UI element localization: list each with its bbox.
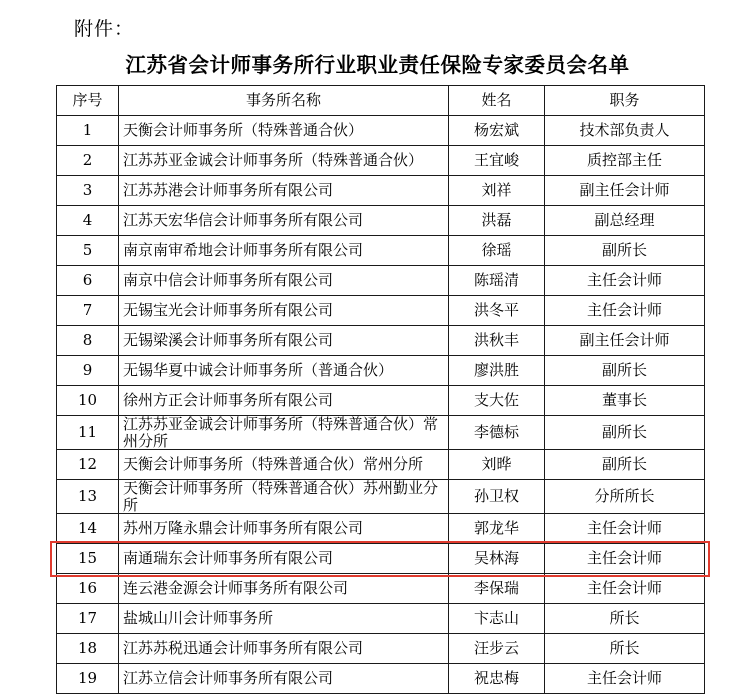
roster-table — [56, 85, 705, 694]
cell-seq: 4 — [57, 206, 119, 236]
table-row — [57, 356, 705, 386]
cell-title: 主任会计师 — [545, 514, 705, 544]
cell-firm: 江苏苏亚金诚会计师事务所（特殊普通合伙） — [119, 146, 449, 176]
cell-firm: 江苏苏亚金诚会计师事务所（特殊普通合伙）常州分所 — [119, 416, 449, 450]
cell-seq: 16 — [57, 574, 119, 604]
cell-title: 分所所长 — [545, 480, 705, 514]
cell-title: 质控部主任 — [545, 146, 705, 176]
attachment-label: 附件： — [74, 18, 135, 40]
cell-seq: 8 — [57, 326, 119, 356]
cell-title: 主任会计师 — [545, 544, 705, 574]
cell-firm: 天衡会计师事务所（特殊普通合伙） — [119, 116, 449, 146]
cell-name: 王宜峻 — [449, 146, 545, 176]
cell-name: 卞志山 — [449, 604, 545, 634]
roster-table-wrapper — [56, 85, 704, 694]
cell-firm: 苏州万隆永鼎会计师事务所有限公司 — [119, 514, 449, 544]
cell-firm: 江苏苏港会计师事务所有限公司 — [119, 176, 449, 206]
cell-firm: 连云港金源会计师事务所有限公司 — [119, 574, 449, 604]
column-header-title: 职务 — [545, 86, 705, 116]
cell-firm: 南通瑞东会计师事务所有限公司 — [119, 544, 449, 574]
cell-name: 孙卫权 — [449, 480, 545, 514]
cell-name: 洪磊 — [449, 206, 545, 236]
cell-title: 副主任会计师 — [545, 326, 705, 356]
cell-title: 副所长 — [545, 450, 705, 480]
cell-seq: 6 — [57, 266, 119, 296]
table-row — [57, 236, 705, 266]
page-title: 江苏省会计师事务所行业职业责任保险专家委员会名单 — [125, 53, 630, 77]
cell-name: 汪步云 — [449, 634, 545, 664]
cell-title: 技术部负责人 — [545, 116, 705, 146]
column-header-name: 姓名 — [449, 86, 545, 116]
cell-firm: 天衡会计师事务所（特殊普通合伙）常州分所 — [119, 450, 449, 480]
table-row — [57, 206, 705, 236]
cell-firm: 无锡梁溪会计师事务所有限公司 — [119, 326, 449, 356]
roster-table-body — [57, 116, 705, 694]
cell-title: 主任会计师 — [545, 266, 705, 296]
cell-seq: 1 — [57, 116, 119, 146]
cell-seq: 11 — [57, 416, 119, 450]
cell-name: 李德标 — [449, 416, 545, 450]
cell-name: 廖洪胜 — [449, 356, 545, 386]
table-row — [57, 574, 705, 604]
cell-firm: 江苏苏税迅通会计师事务所有限公司 — [119, 634, 449, 664]
cell-title: 副所长 — [545, 416, 705, 450]
cell-title: 副所长 — [545, 356, 705, 386]
cell-seq: 13 — [57, 480, 119, 514]
cell-firm: 天衡会计师事务所（特殊普通合伙）苏州勤业分所 — [119, 480, 449, 514]
cell-title: 副主任会计师 — [545, 176, 705, 206]
cell-firm: 南京中信会计师事务所有限公司 — [119, 266, 449, 296]
cell-firm: 无锡宝光会计师事务所有限公司 — [119, 296, 449, 326]
cell-title: 所长 — [545, 634, 705, 664]
cell-name: 徐瑶 — [449, 236, 545, 266]
cell-title: 主任会计师 — [545, 296, 705, 326]
table-row — [57, 480, 705, 514]
cell-name: 刘晔 — [449, 450, 545, 480]
table-row — [57, 266, 705, 296]
cell-seq: 17 — [57, 604, 119, 634]
cell-firm: 江苏立信会计师事务所有限公司 — [119, 664, 449, 694]
cell-title: 副总经理 — [545, 206, 705, 236]
table-row — [57, 634, 705, 664]
table-row — [57, 544, 705, 574]
column-header-firm: 事务所名称 — [119, 86, 449, 116]
cell-title: 董事长 — [545, 386, 705, 416]
cell-title: 所长 — [545, 604, 705, 634]
table-row — [57, 296, 705, 326]
table-row — [57, 326, 705, 356]
table-row — [57, 664, 705, 694]
cell-firm: 徐州方正会计师事务所有限公司 — [119, 386, 449, 416]
cell-seq: 12 — [57, 450, 119, 480]
cell-seq: 3 — [57, 176, 119, 206]
cell-firm: 江苏天宏华信会计师事务所有限公司 — [119, 206, 449, 236]
cell-title: 主任会计师 — [545, 664, 705, 694]
cell-name: 吴林海 — [449, 544, 545, 574]
cell-seq: 5 — [57, 236, 119, 266]
cell-name: 祝忠梅 — [449, 664, 545, 694]
cell-name: 刘祥 — [449, 176, 545, 206]
cell-seq: 15 — [57, 544, 119, 574]
table-row — [57, 416, 705, 450]
table-row — [57, 386, 705, 416]
cell-seq: 19 — [57, 664, 119, 694]
table-row — [57, 176, 705, 206]
cell-name: 洪秋丰 — [449, 326, 545, 356]
cell-name: 陈瑶清 — [449, 266, 545, 296]
cell-seq: 10 — [57, 386, 119, 416]
cell-name: 李保瑞 — [449, 574, 545, 604]
table-row — [57, 146, 705, 176]
cell-seq: 2 — [57, 146, 119, 176]
cell-name: 支大佐 — [449, 386, 545, 416]
table-row — [57, 116, 705, 146]
cell-name: 洪冬平 — [449, 296, 545, 326]
table-row — [57, 514, 705, 544]
table-row — [57, 450, 705, 480]
cell-name: 郭龙华 — [449, 514, 545, 544]
table-row — [57, 604, 705, 634]
cell-seq: 7 — [57, 296, 119, 326]
cell-title: 副所长 — [545, 236, 705, 266]
cell-name: 杨宏斌 — [449, 116, 545, 146]
table-header-row — [57, 86, 705, 116]
cell-seq: 14 — [57, 514, 119, 544]
column-header-seq: 序号 — [57, 86, 119, 116]
cell-title: 主任会计师 — [545, 574, 705, 604]
cell-seq: 9 — [57, 356, 119, 386]
cell-firm: 南京南审希地会计师事务所有限公司 — [119, 236, 449, 266]
cell-firm: 无锡华夏中诚会计师事务所（普通合伙） — [119, 356, 449, 386]
cell-seq: 18 — [57, 634, 119, 664]
cell-firm: 盐城山川会计师事务所 — [119, 604, 449, 634]
